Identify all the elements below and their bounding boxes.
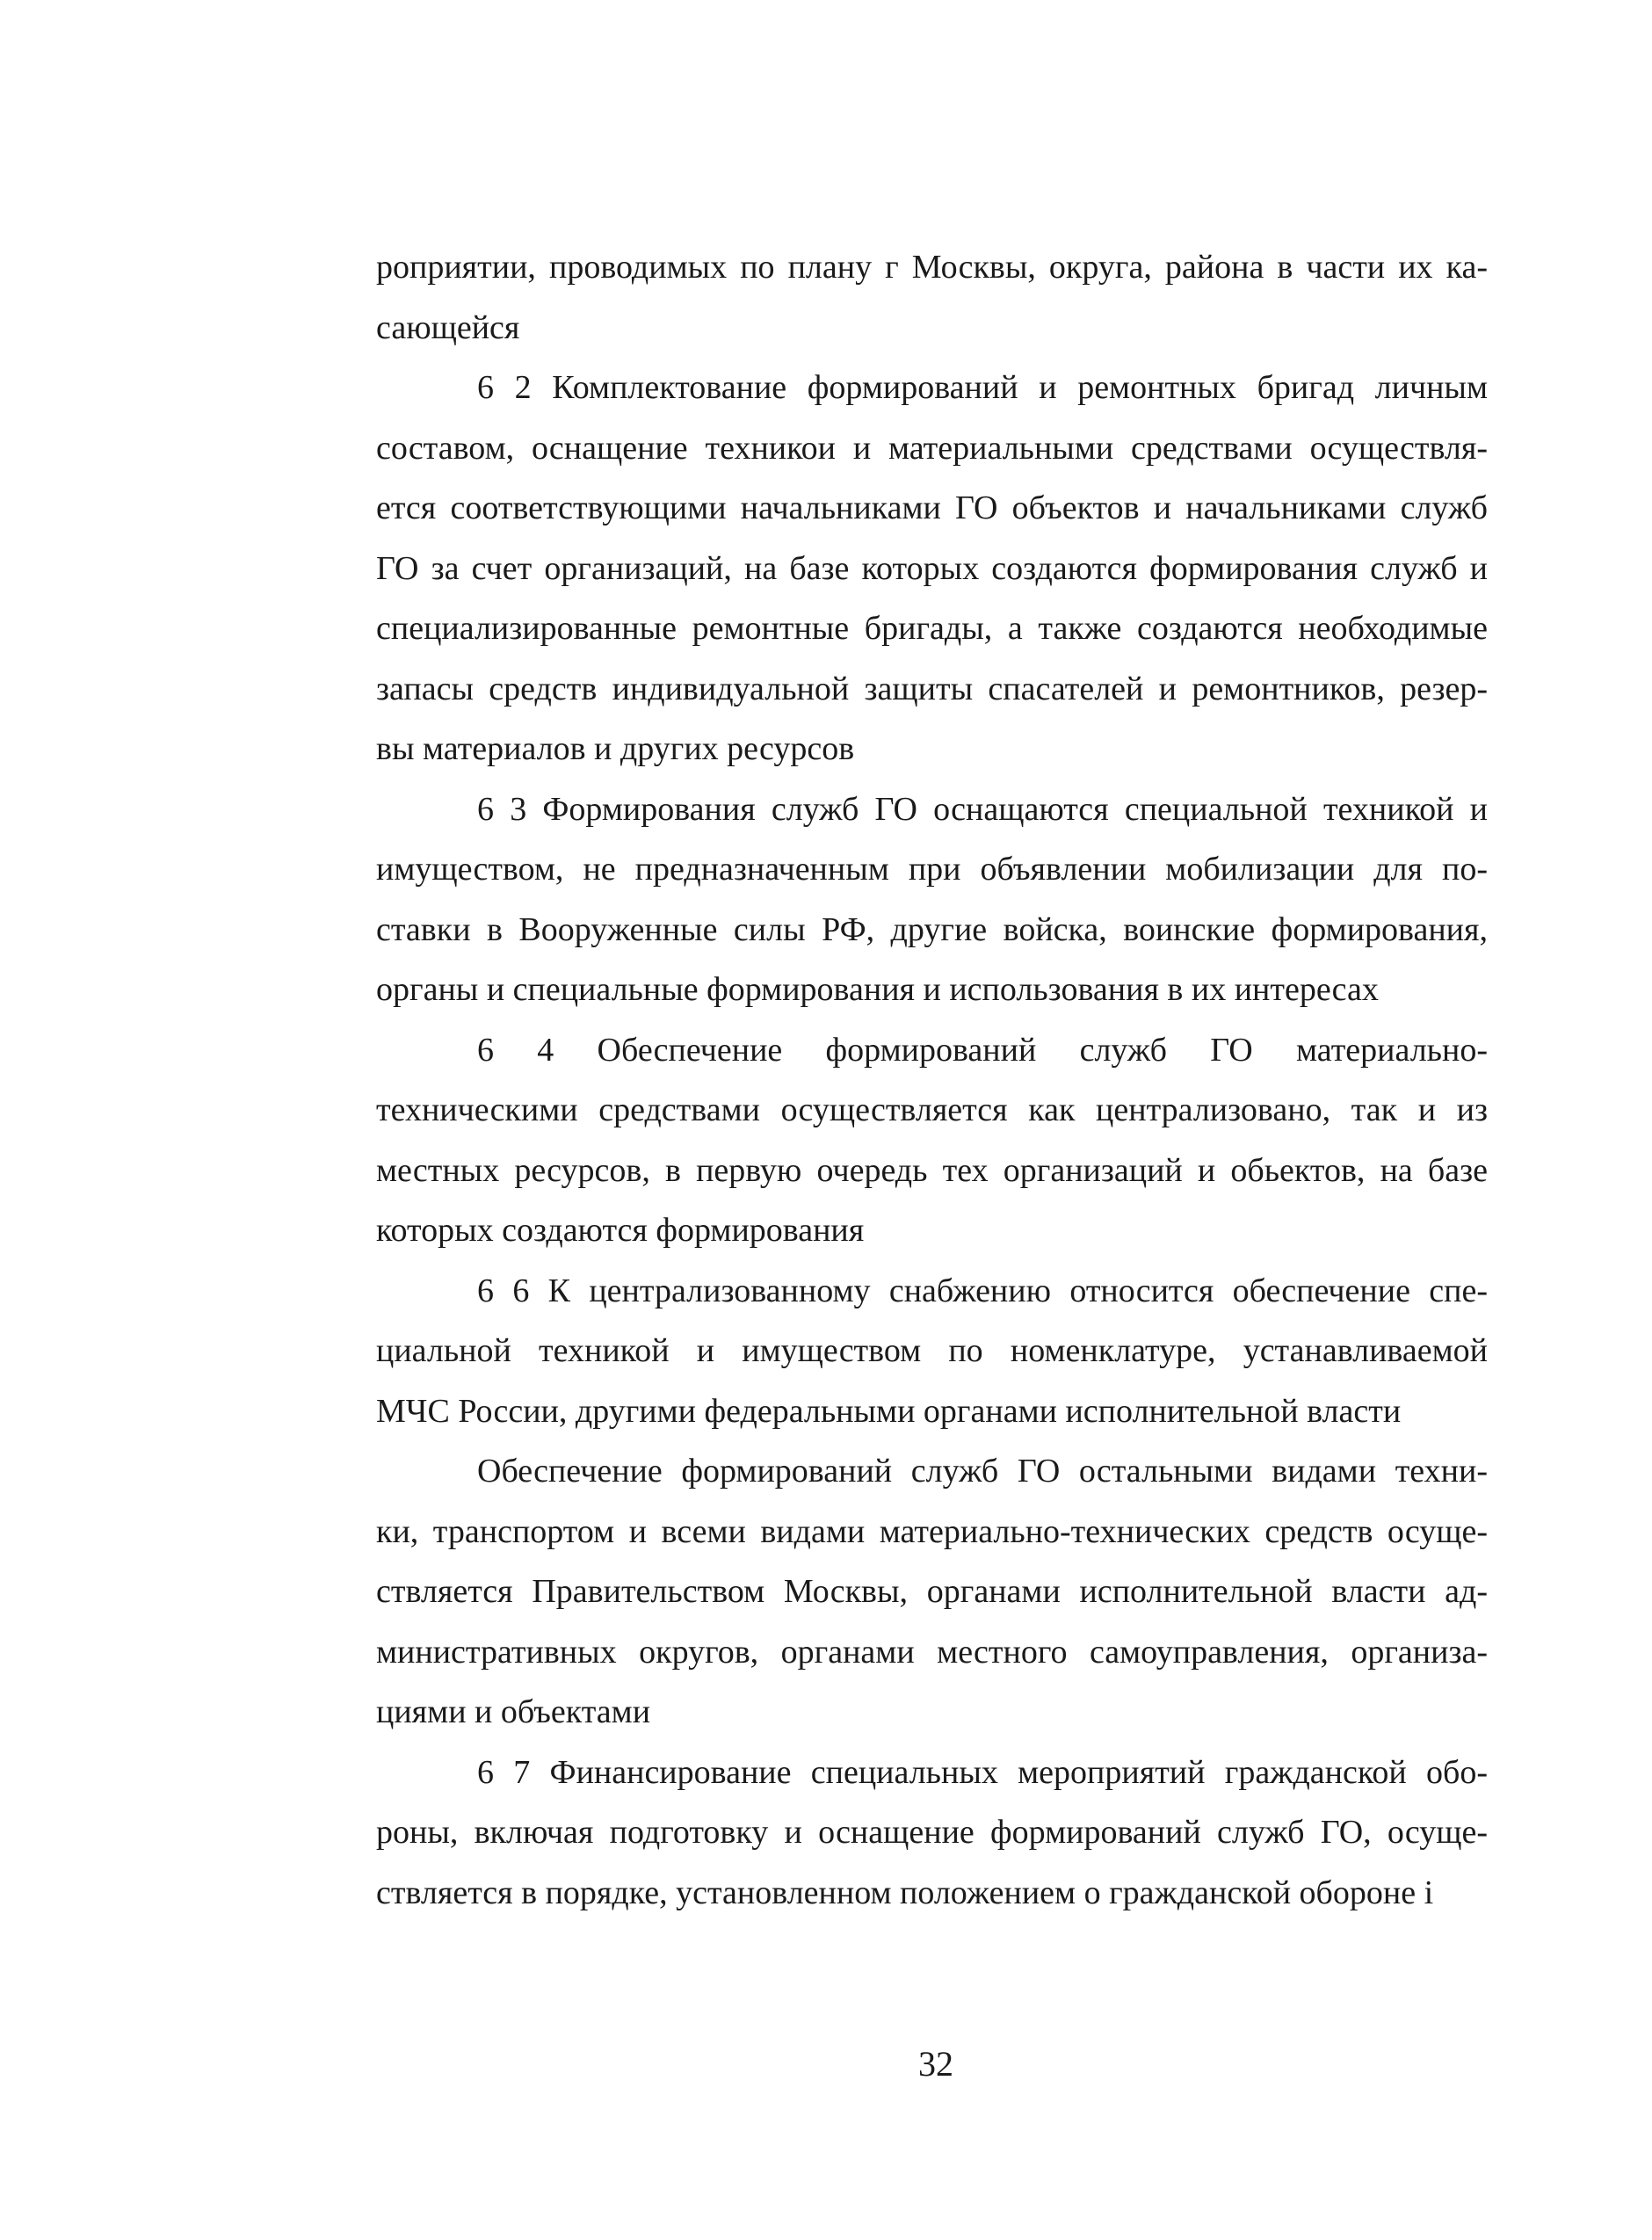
- text-line: ется соответствующими начальниками ГО объектов и начальниками служб: [376, 489, 1488, 526]
- text-line: ГО за счет организаций, на базе которых создаются формирования служб и: [376, 549, 1488, 587]
- paragraph-6-3: [376, 779, 1488, 1020]
- paragraph-6-2: [376, 358, 1488, 779]
- text-line: министративных округов, органами местного самоуправления, организа-: [376, 1633, 1488, 1671]
- paragraph-6-4: [376, 1020, 1488, 1261]
- text-line: 6 2 Комплектование формирований и ремонтных бригад личным: [477, 369, 1488, 406]
- text-line: ки, транспортом и всеми видами материально-технических средств осуще-: [376, 1512, 1488, 1550]
- paragraph-intro: [376, 237, 1488, 358]
- text-line: Обеспечение формирований служб ГО остальными видами техни-: [477, 1453, 1488, 1490]
- text-line: запасы средств индивидуальной защиты спасателей и ремонтников, резер-: [376, 670, 1488, 707]
- text-line: циальной техникой и имуществом по номенклатуре, устанавливаемой: [376, 1332, 1488, 1369]
- text-line: сающейся: [376, 308, 520, 346]
- text-line: роны, включая подготовку и оснащение формирований служб ГО, осуще-: [376, 1814, 1488, 1851]
- text-line: 6 4 Обеспечение формирований служб ГО материально-: [477, 1031, 1488, 1069]
- text-line: имуществом, не предназначенным при объявлении мобилизации для по-: [376, 851, 1488, 888]
- paragraph-supply: [376, 1441, 1488, 1743]
- text-line: ствляется Правительством Москвы, органами исполнительной власти ад-: [376, 1573, 1488, 1610]
- text-line: техническими средствами осуществляется как централизовано, так и из: [376, 1091, 1488, 1128]
- body-text: [376, 237, 1488, 1923]
- text-line: местных ресурсов, в первую очередь тех организаций и обьектов, на базе: [376, 1151, 1488, 1189]
- text-line: которых создаются формирования: [376, 1212, 865, 1249]
- text-line: 6 7 Финансирование специальных мероприятий гражданской обо-: [477, 1753, 1488, 1791]
- text-line: МЧС России, другими федеральными органами исполнительной власти: [376, 1392, 1402, 1430]
- text-line: составом, оснащение техникои и материальными средствами осуществля-: [376, 429, 1488, 467]
- text-line: циями и объектами: [376, 1693, 651, 1730]
- paragraph-6-6: [376, 1261, 1488, 1442]
- text-line: ставки в Вооруженные силы РФ, другие войска, воинские формирования,: [376, 910, 1488, 948]
- paragraph-6-7: [376, 1743, 1488, 1924]
- text-line: 6 6 К централизованному снабжению относится обеспечение спе-: [477, 1272, 1488, 1309]
- text-line: 6 3 Формирования служб ГО оснащаются специальной техникой и: [477, 790, 1488, 828]
- page-number: 32: [918, 2044, 953, 2084]
- text-line: вы материалов и других ресурсов: [376, 730, 855, 767]
- text-line: ствляется в порядке, установленном положением о гражданской обороне і: [376, 1874, 1434, 1911]
- text-line: органы и специальные формирования и использования в их интересах: [376, 971, 1379, 1008]
- text-line: специализированные ремонтные бригады, а также создаются необходимые: [376, 610, 1488, 647]
- text-line: роприятии, проводимых по плану г Москвы, округа, района в части их ка-: [376, 249, 1488, 286]
